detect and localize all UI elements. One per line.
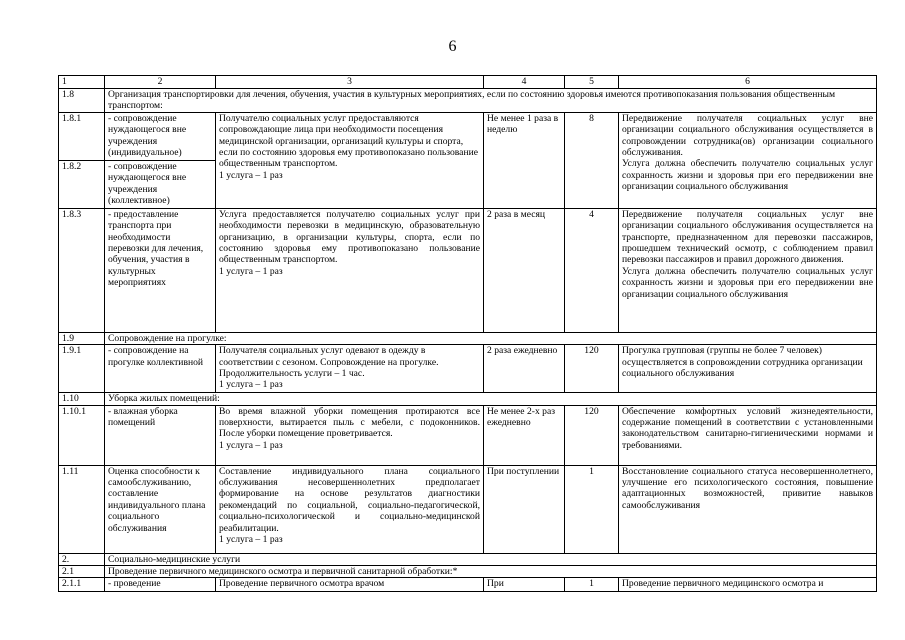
service-description: Проведение первичного осмотра врачом — [216, 578, 484, 592]
table-row-1-10-1 — [59, 405, 877, 465]
section-title: Уборка жилых помещений: — [105, 393, 877, 405]
service-name: - проведение — [105, 578, 216, 592]
service-description: Получателя социальных услуг одевают в одежду в соответствии с сезоном. Сопровождение на прогулке. Продолжительность услуги – 1 час. 1 услуга – 1 раз — [216, 345, 484, 393]
service-frequency: При поступлении — [484, 465, 565, 553]
row-number: 1.8.3 — [59, 208, 105, 332]
service-quality: Восстановление социального статуса несовершеннолетнего, улучшение его психологического состояния, повышение адаптационных возможностей, привитие навыков самообслуживания — [619, 465, 877, 553]
service-name: Оценка способности к самообслуживанию, составление индивидуального плана социального обслуживания — [105, 465, 216, 553]
header-cell-5: 5 — [565, 76, 619, 89]
service-quality: Передвижение получателя социальных услуг вне организации социального обслуживания осуществляется в сопровождении сотрудника(ов) организации социального обслуживания. Услуга должна обеспечить получателю социальных услуг сохранность жизни и здоровья при его передвижении вне организации социального обслуживания — [619, 112, 877, 208]
service-quality: Прогулка групповая (группы не более 7 человек) осуществляется в сопровождении сотрудника организации социального обслуживания — [619, 345, 877, 393]
service-quality: Передвижение получателя социальных услуг вне организации социального обслуживания осуществляется на транспорте, предназначенном для перевозки пассажиров, прошедшем технический осмотр, с соблюдением правил перевозки пассажиров и правил дорожного движения. Услуга должна обеспечить получателю социальных услуг сохранность жизни и здоровья при его передвижении вне организации социального обслуживания — [619, 208, 877, 332]
service-name: - влажная уборка помещений — [105, 405, 216, 465]
row-number: 1.9 — [59, 332, 105, 344]
service-frequency: Не менее 1 раза в неделю — [484, 112, 565, 208]
header-cell-2: 2 — [105, 76, 216, 89]
service-name: - предоставление транспорта при необходимости перевозки для лечения, обучения, участия в культурных мероприятиях — [105, 208, 216, 332]
row-number: 1.8 — [59, 89, 105, 113]
service-description: Составление индивидуального плана социального обслуживания несовершеннолетних предполагает формирование на основе результатов диагностики рекомендаций по социальной, социально-педагогической, социально-психологической и социально-медицинской реабилитации. 1 услуга – 1 раз — [216, 465, 484, 553]
service-frequency: 2 раза в месяц — [484, 208, 565, 332]
row-number: 2.1.1 — [59, 578, 105, 592]
service-description: Получателю социальных услуг предоставляются сопровождающие лица при необходимости посещения медицинской организации, организаций культуры и спорта, если по состоянию здоровья ему противопоказано пользование общественным транспортом. 1 услуга – 1 раз — [216, 112, 484, 208]
service-quantity: 120 — [565, 345, 619, 393]
service-quality: Обеспечение комфортных условий жизнедеятельности, содержание помещений в соответствии с установленными законодательством санитарно-гигиеническими нормами и требованиями. — [619, 405, 877, 465]
section-row-1-9 — [59, 332, 877, 344]
service-name: - сопровождение нуждающегося вне учреждения (индивидуальное) — [105, 112, 216, 160]
header-cell-4: 4 — [484, 76, 565, 89]
section-row-2 — [59, 553, 877, 565]
table-row-2-1-1 — [59, 578, 877, 592]
section-title: Проведение первичного медицинского осмотра и первичной санитарной обработки:* — [105, 566, 877, 578]
page-number: 6 — [448, 38, 457, 55]
table-row-1-8-3 — [59, 208, 877, 332]
row-number: 1.11 — [59, 465, 105, 553]
service-quantity: 1 — [565, 465, 619, 553]
row-number: 1.9.1 — [59, 345, 105, 393]
section-row-1-10 — [59, 393, 877, 405]
service-description: Во время влажной уборки помещения протираются все поверхности, вытирается пыль с мебели, с подоконников. После уборки помещение проветривается. 1 услуга – 1 раз — [216, 405, 484, 465]
section-title: Организация транспортировки для лечения, обучения, участия в культурных мероприятиях, если по состоянию здоровья имеются противопоказания пользования общественным транспортом: — [105, 89, 877, 113]
header-cell-6: 6 — [619, 76, 877, 89]
service-quantity: 4 — [565, 208, 619, 332]
table-row-1-9-1 — [59, 345, 877, 393]
table-row-1-8-1 — [59, 112, 877, 160]
services-table — [58, 75, 877, 592]
service-frequency: Не менее 2-х раз ежедневно — [484, 405, 565, 465]
section-row-2-1 — [59, 566, 877, 578]
table-row-1-11 — [59, 465, 877, 553]
row-number: 1.10 — [59, 393, 105, 405]
row-number: 1.8.1 — [59, 112, 105, 160]
service-frequency: 2 раза ежедневно — [484, 345, 565, 393]
section-title: Социально-медицинские услуги — [105, 553, 877, 565]
service-name: - сопровождение нуждающегося вне учреждения (коллективное) — [105, 160, 216, 208]
row-number: 1.8.2 — [59, 160, 105, 208]
service-quantity: 1 — [565, 578, 619, 592]
header-cell-1: 1 — [59, 76, 105, 89]
service-description: Услуга предоставляется получателю социальных услуг при необходимости перевозки в медицинскую, образовательную организацию, в организации культуры, спорта, если по состоянию здоровья ему противопоказано пользование общественным транспортом. 1 услуга – 1 раз — [216, 208, 484, 332]
service-quantity: 120 — [565, 405, 619, 465]
row-number: 2. — [59, 553, 105, 565]
section-title: Сопровождение на прогулке: — [105, 332, 877, 344]
header-cell-3: 3 — [216, 76, 484, 89]
service-name: - сопровождение на прогулке коллективной — [105, 345, 216, 393]
table-header-row — [59, 76, 877, 89]
section-row-1-8 — [59, 89, 877, 113]
row-number: 2.1 — [59, 566, 105, 578]
service-quality: Проведение первичного медицинского осмотра и — [619, 578, 877, 592]
service-quantity: 8 — [565, 112, 619, 208]
row-number: 1.10.1 — [59, 405, 105, 465]
service-frequency: При — [484, 578, 565, 592]
